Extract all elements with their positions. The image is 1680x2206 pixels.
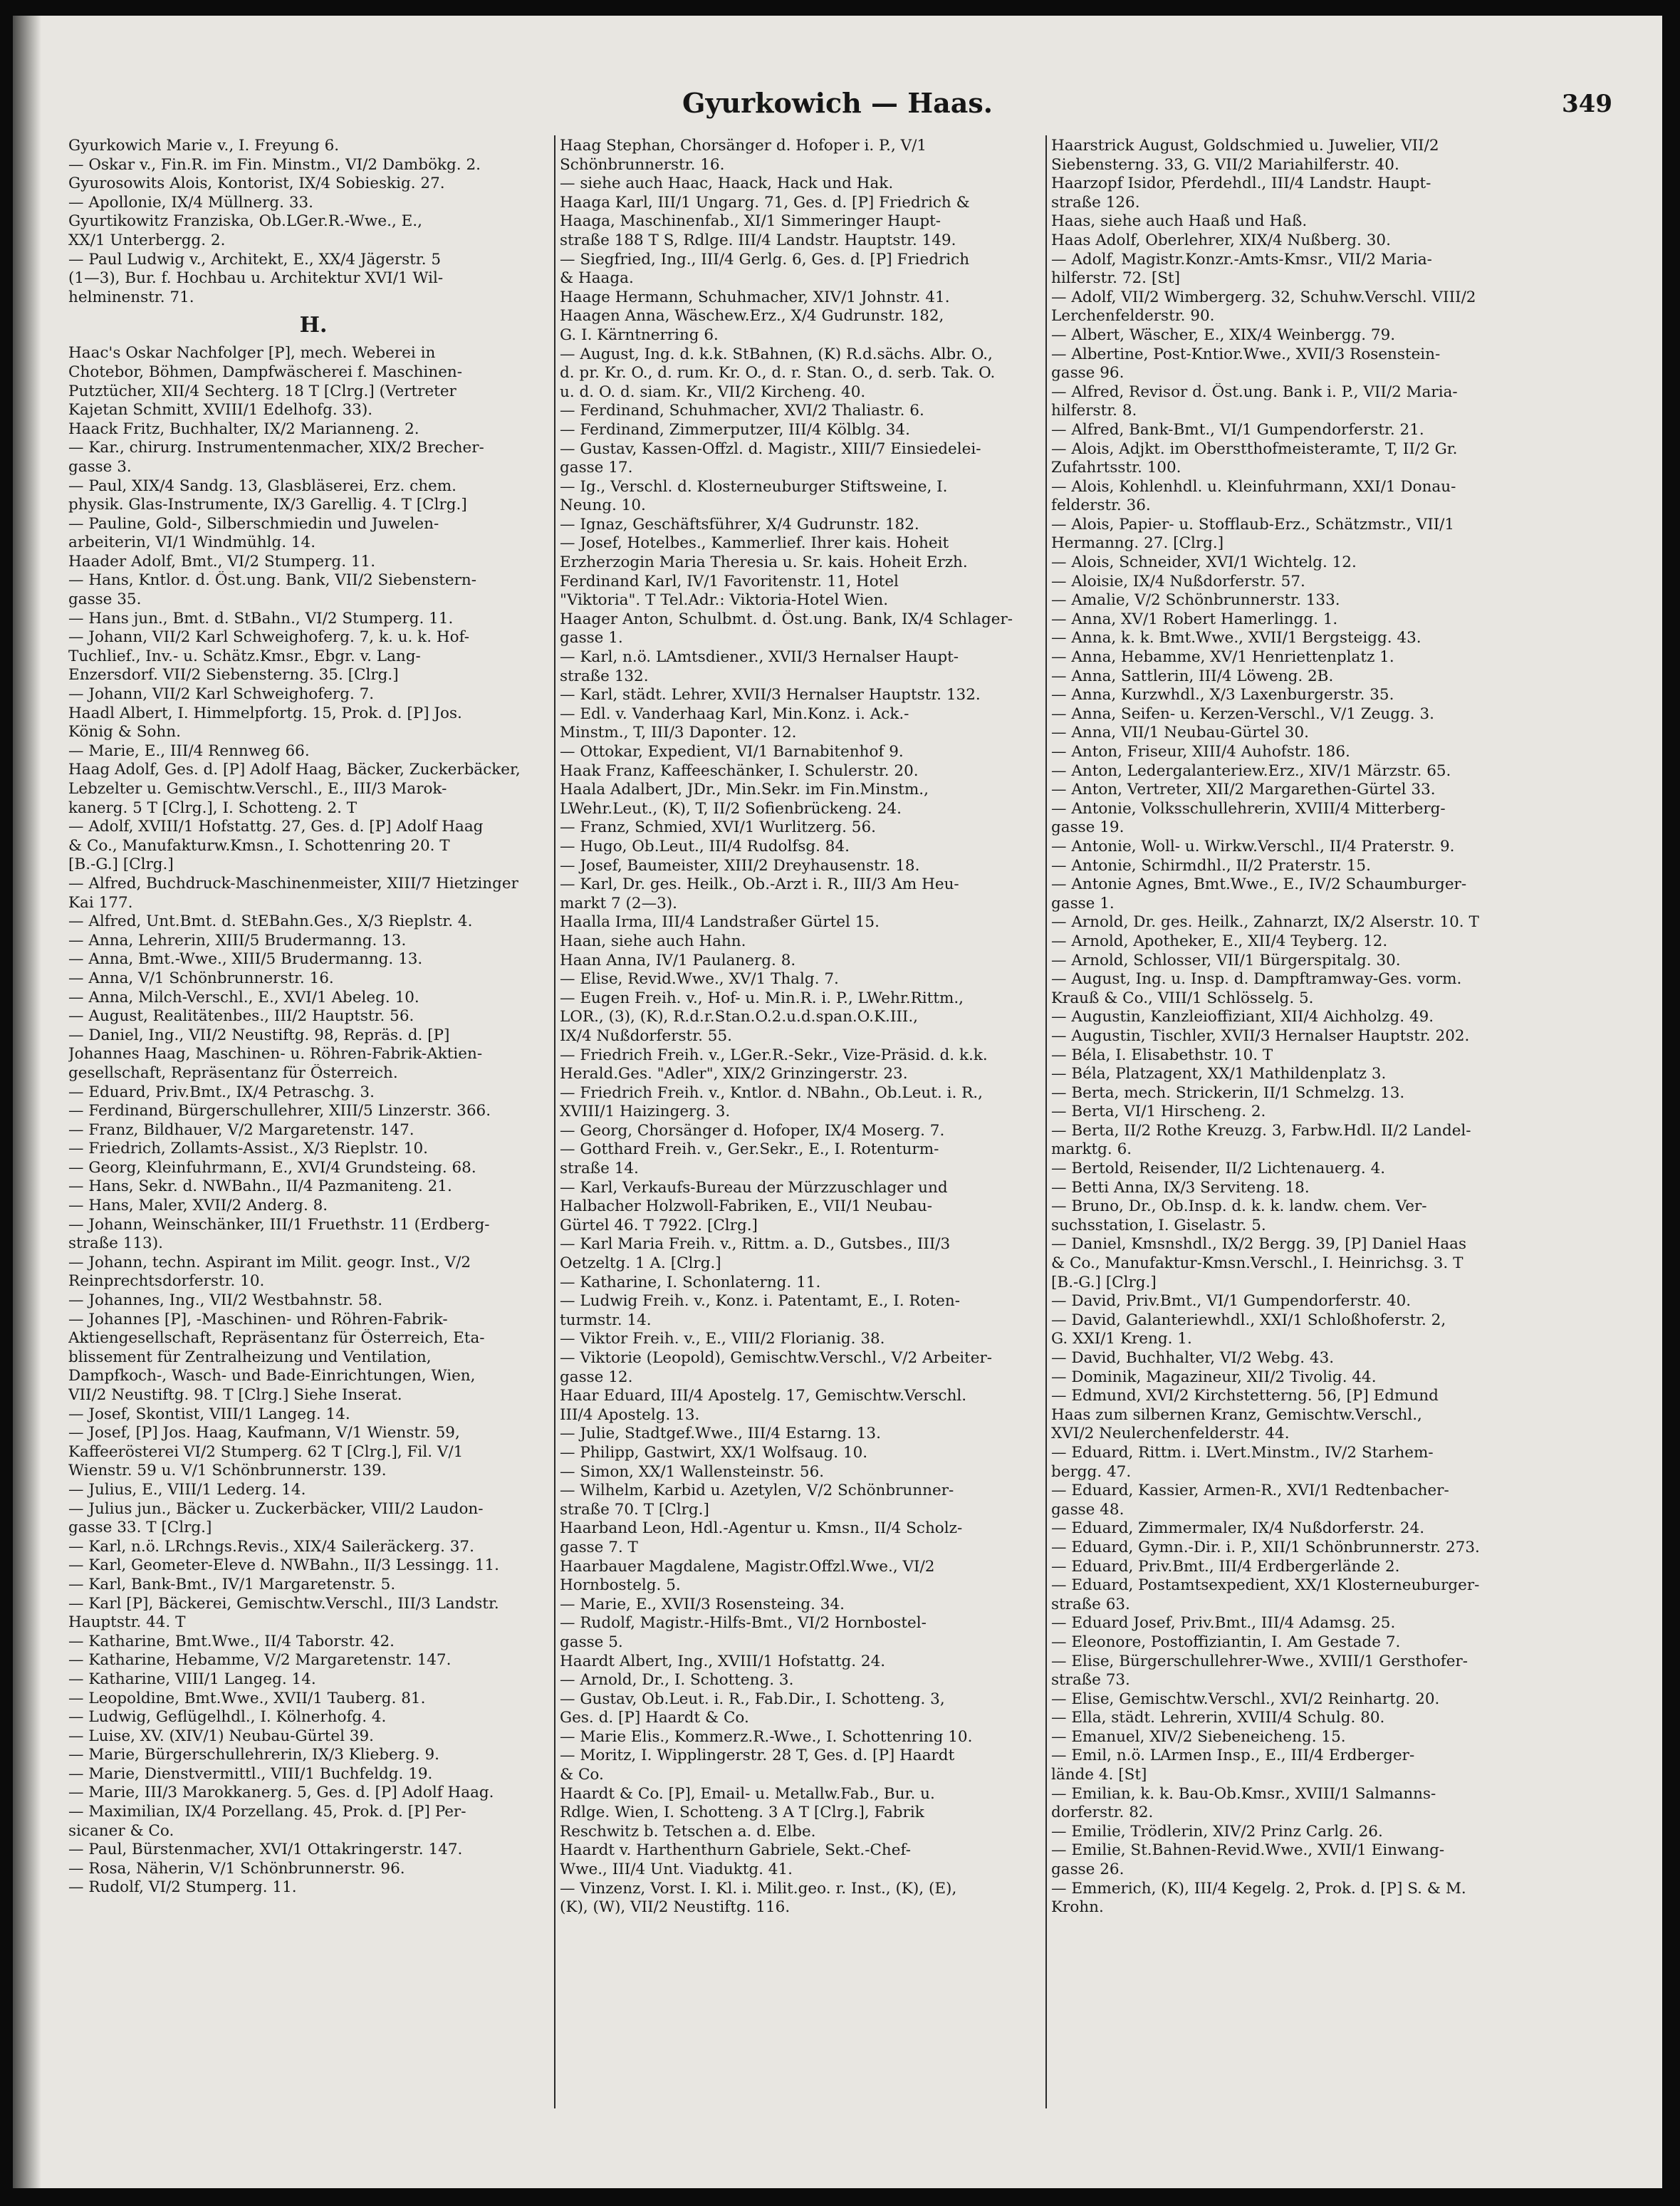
directory-column-2: [560, 137, 1050, 1918]
directory-entry-line: Haalla Irma, III/4 Landstraßer Gürtel 15.: [560, 913, 880, 932]
directory-entry-line: — Edl. v. Vanderhaag Karl, Min.Konz. i. Ack.-: [560, 704, 909, 723]
directory-entry-line: — Emil, n.ö. LArmen Insp., E., III/4 Erdberger-: [1051, 1747, 1415, 1765]
directory-entry-line: markt 7 (2—3).: [560, 894, 677, 912]
directory-entry-line: gasse 26.: [1051, 1861, 1125, 1879]
directory-entry-line: dorferstr. 82.: [1051, 1804, 1154, 1822]
directory-entry-line: — Augustin, Kanzleioffiziant, XII/4 Aichholzg. 49.: [1051, 1008, 1434, 1026]
directory-entry-line: — Arnold, Dr. ges. Heilk., Zahnarzt, IX/2 Alserstr. 10. T: [1051, 913, 1479, 932]
directory-entry-line: — Anton, Vertreter, XII/2 Margarethen-Gürtel 33.: [1051, 781, 1436, 799]
directory-entry-line: — Albert, Wäscher, E., XIX/4 Weinbergg. 79.: [1051, 326, 1396, 344]
directory-entry-line: — Arnold, Schlosser, VII/1 Bürgerspitalg. 30.: [1051, 951, 1401, 969]
directory-entry-line: — Albertine, Post-Kntior.Wwe., XVII/3 Rosenstein-: [1051, 345, 1441, 363]
directory-entry-line: — Alfred, Buchdruck-Maschinenmeister, XIII/7 Hietzinger: [68, 874, 518, 893]
directory-entry-line: — Adolf, VII/2 Wimbergerg. 32, Schuhw.Verschl. VIII/2: [1051, 288, 1476, 306]
directory-entry-line: — Georg, Chorsänger d. Hofoper, IX/4 Moserg. 7.: [560, 1121, 945, 1140]
directory-entry-line: (1—3), Bur. f. Hochbau u. Architektur XVI/1 Wil-: [68, 269, 444, 288]
directory-entry-line: — Apollonie, IX/4 Müllnerg. 33.: [68, 193, 314, 212]
directory-entry-line: — Georg, Kleinfuhrmann, E., XVI/4 Grundsteing. 68.: [68, 1158, 476, 1177]
directory-entry-line: hilferstr. 8.: [1051, 402, 1137, 420]
directory-entry-line: XX/1 Unterbergg. 2.: [68, 231, 226, 249]
directory-entry-line: — Johannes [P], -Maschinen- und Röhren-Fabrik-: [68, 1310, 448, 1328]
directory-entry-line: — Katharine, VIII/1 Langeg. 14.: [68, 1670, 316, 1688]
directory-entry-line: — Vinzenz, Vorst. I. Kl. i. Milit.geo. r. Inst., (K), (E),: [560, 1879, 957, 1898]
directory-entry-line: — Josef, Skontist, VIII/1 Langeg. 14.: [68, 1405, 350, 1423]
directory-entry-line: straße 132.: [560, 667, 649, 685]
directory-entry-line: — Elise, Bürgerschullehrer-Wwe., XVIII/1 Gersthofer-: [1051, 1652, 1468, 1670]
directory-entry-line: Haarstrick August, Goldschmied u. Juwelier, VII/2: [1051, 137, 1439, 155]
directory-entry-line: Putztücher, XII/4 Sechterg. 18 T [Clrg.] (Vertreter: [68, 382, 456, 400]
directory-entry-line: Wwe., III/4 Unt. Viaduktg. 41.: [560, 1861, 793, 1879]
directory-entry-line: Haag Stephan, Chorsänger d. Hofoper i. P., V/1: [560, 137, 927, 155]
directory-entry-line: — Karl, n.ö. LAmtsdiener., XVII/3 Hernalser Haupt-: [560, 648, 959, 667]
directory-entry-line: Haardt & Co. [P], Email- u. Metallw.Fab., Bur. u.: [560, 1784, 935, 1803]
directory-entry-line: gasse 33. T [Clrg.]: [68, 1519, 212, 1537]
directory-entry-line: — Betti Anna, IX/3 Serviteng. 18.: [1051, 1178, 1310, 1197]
directory-entry-line: Chotebor, Böhmen, Dampfwäscherei f. Maschinen-: [68, 363, 463, 381]
directory-entry-line: VII/2 Neustiftg. 98. T [Clrg.] Siehe Inserat.: [68, 1386, 402, 1404]
directory-entry-line: — David, Priv.Bmt., VI/1 Gumpendorferstr. 40.: [1051, 1292, 1412, 1311]
directory-entry-line: LOR., (3), (K), R.d.r.Stan.O.2.u.d.span.O.K.III.,: [560, 1008, 918, 1026]
directory-entry-line: gasse 12.: [560, 1368, 633, 1386]
directory-entry-line: Krohn.: [1051, 1898, 1104, 1917]
directory-entry-line: gasse 19.: [1051, 818, 1125, 837]
directory-entry-line: — Daniel, Ing., VII/2 Neustiftg. 98, Repräs. d. [P]: [68, 1026, 450, 1044]
directory-entry-line: straße 126.: [1051, 193, 1140, 212]
directory-page: [13, 16, 1662, 2188]
directory-entry-line: — Karl, städt. Lehrer, XVII/3 Hernalser Hauptstr. 132.: [560, 686, 981, 704]
directory-entry-line: Herald.Ges. "Adler", XIX/2 Grinzingerstr. 23.: [560, 1065, 908, 1083]
directory-entry-line: — Eduard Josef, Priv.Bmt., III/4 Adamsg. 25.: [1051, 1614, 1396, 1633]
directory-entry-line: — Hans, Maler, XVII/2 Anderg. 8.: [68, 1197, 328, 1215]
directory-entry-line: — Anna, Bmt.-Wwe., XIII/5 Brudermanng. 13.: [68, 950, 423, 969]
directory-entry-line: — siehe auch Haac, Haack, Hack und Hak.: [560, 175, 894, 193]
directory-column-1: [68, 137, 558, 1898]
directory-entry-line: Gürtel 46. T 7922. [Clrg.]: [560, 1216, 758, 1234]
directory-entry-line: lände 4. [St]: [1051, 1766, 1147, 1784]
directory-entry-line: — Friedrich Freih. v., LGer.R.-Sekr., Vize-Präsid. d. k.k.: [560, 1046, 988, 1064]
directory-entry-line: marktg. 6.: [1051, 1140, 1132, 1159]
directory-entry-line: Siebensterng. 33, G. VII/2 Mariahilferstr. 40.: [1051, 155, 1399, 174]
directory-entry-line: — Friedrich, Zollamts-Assist., X/3 Rieplstr. 10.: [68, 1140, 428, 1158]
directory-entry-line: — Edmund, XVI/2 Kirchstetterng. 56, [P] Edmund: [1051, 1387, 1439, 1405]
directory-entry-line: (K), (W), VII/2 Neustiftg. 116.: [560, 1898, 791, 1917]
directory-entry-line: Haack Fritz, Buchhalter, IX/2 Marianneng. 2.: [68, 420, 419, 438]
directory-entry-line: Haan, siehe auch Hahn.: [560, 932, 746, 950]
directory-entry-line: — Eduard, Priv.Bmt., IX/4 Petraschg. 3.: [68, 1083, 375, 1101]
directory-entry-line: — Berta, mech. Strickerin, II/1 Schmelzg. 13.: [1051, 1083, 1405, 1102]
directory-entry-line: — Karl [P], Bäckerei, Gemischtw.Verschl., III/3 Landstr.: [68, 1594, 499, 1613]
directory-entry-line: Lebzelter u. Gemischtw.Verschl., E., III/3 Marok-: [68, 780, 447, 798]
directory-entry-line: Haan Anna, IV/1 Paulanerg. 8.: [560, 951, 796, 969]
directory-entry-line: Hermanng. 27. [Clrg.]: [1051, 534, 1224, 553]
directory-entry-line: — Rudolf, Magistr.-Hilfs-Bmt., VI/2 Hornbostel-: [560, 1614, 927, 1633]
directory-entry-line: Haagen Anna, Wäschew.Erz., X/4 Gudrunstr. 182,: [560, 307, 944, 326]
directory-entry-line: — Katharine, Hebamme, V/2 Margaretenstr. 147.: [68, 1651, 452, 1670]
directory-entry-line: — Alois, Adjkt. im Oberstthofmeisteramte, T, II/2 Gr.: [1051, 439, 1458, 458]
directory-entry-line: G. XXI/1 Kreng. 1.: [1051, 1330, 1192, 1348]
directory-entry-line: — Julie, Stadtgef.Wwe., III/4 Estarng. 13.: [560, 1425, 881, 1443]
directory-entry-line: — Karl, Bank-Bmt., IV/1 Margaretenstr. 5.: [68, 1575, 396, 1593]
directory-entry-line: [B.-G.] [Clrg.]: [1051, 1273, 1157, 1291]
directory-entry-line: Wienstr. 59 u. V/1 Schönbrunnerstr. 139.: [68, 1462, 387, 1480]
directory-entry-line: — Adolf, XVIII/1 Hofstattg. 27, Ges. d. [P] Adolf Haag: [68, 818, 484, 836]
directory-entry-line: — David, Buchhalter, VI/2 Webg. 43.: [1051, 1349, 1335, 1367]
directory-entry-line: — Elise, Gemischtw.Verschl., XVI/2 Reinhartg. 20.: [1051, 1690, 1440, 1708]
directory-entry-line: — Emmerich, (K), III/4 Kegelg. 2, Prok. d. [P] S. & M.: [1051, 1879, 1466, 1898]
directory-entry-line: Haarband Leon, Hdl.-Agentur u. Kmsn., II/4 Scholz-: [560, 1519, 963, 1538]
directory-entry-line: — Julius, E., VIII/1 Lederg. 14.: [68, 1480, 306, 1499]
directory-entry-line: — Emilie, Trödlerin, XIV/2 Prinz Carlg. 26.: [1051, 1822, 1383, 1841]
directory-entry-line: — Franz, Bildhauer, V/2 Margaretenstr. 147.: [68, 1120, 414, 1139]
directory-entry-line: — Hans jun., Bmt. d. StBahn., VI/2 Stumperg. 11.: [68, 609, 454, 628]
directory-entry-line: III/4 Apostelg. 13.: [560, 1405, 700, 1424]
directory-entry-line: Kai 177.: [68, 893, 133, 912]
directory-entry-line: Oetzeltg. 1 A. [Clrg.]: [560, 1254, 721, 1273]
directory-entry-line: — Hans, Sekr. d. NWBahn., II/4 Pazmaniteng. 21.: [68, 1177, 452, 1196]
directory-entry-line: — Eduard, Gymn.-Dir. i. P., XII/1 Schönbrunnerstr. 273.: [1051, 1538, 1480, 1556]
directory-entry-line: — Paul, Bürstenmacher, XVI/1 Ottakringerstr. 147.: [68, 1841, 463, 1859]
directory-entry-line: — Berta, VI/1 Hirscheng. 2.: [1051, 1103, 1266, 1121]
directory-entry-line: Minstm., T, III/3 Dapontег. 12.: [560, 724, 797, 742]
directory-entry-line: u. d. O. d. siam. Kr., VII/2 Kircheng. 40.: [560, 383, 866, 401]
directory-entry-line: — Johann, techn. Aspirant im Milit. geogr. Inst., V/2: [68, 1253, 471, 1271]
directory-entry-line: — Johann, VII/2 Karl Schweighoferg. 7, k. u. k. Hof-: [68, 628, 470, 647]
directory-entry-line: — Kar., chirurg. Instrumentenmacher, XIX/2 Brecher-: [68, 439, 484, 457]
directory-entry-line: — Josef, [P] Jos. Haag, Kaufmann, V/1 Wienstr. 59,: [68, 1424, 460, 1442]
directory-entry-line: — August, Realitätenbes., III/2 Hauptstr. 56.: [68, 1007, 414, 1026]
directory-entry-line: — Berta, II/2 Rothe Kreuzg. 3, Farbw.Hdl. II/2 Landel-: [1051, 1121, 1471, 1140]
directory-entry-line: — Franz, Schmied, XVI/1 Wurlitzerg. 56.: [560, 818, 877, 837]
directory-entry-line: — Bruno, Dr., Ob.Insp. d. k. k. landw. chem. Ver-: [1051, 1197, 1427, 1216]
directory-entry-line: Haardt v. Harthenthurn Gabriele, Sekt.-Chef-: [560, 1841, 911, 1860]
directory-entry-line: gasse 1.: [560, 629, 623, 647]
directory-entry-line: gasse 3.: [68, 457, 132, 476]
directory-entry-line: Rdlge. Wien, I. Schotteng. 3 A T [Clrg.], Fabrik: [560, 1804, 924, 1822]
directory-entry-line: gasse 35.: [68, 590, 142, 609]
directory-entry-line: straße 73.: [1051, 1671, 1130, 1690]
directory-entry-line: IX/4 Nußdorferstr. 55.: [560, 1026, 732, 1045]
directory-entry-line: sicaner & Co.: [68, 1821, 174, 1840]
directory-entry-line: Zufahrtsstr. 100.: [1051, 459, 1181, 477]
directory-entry-line: — Johannes, Ing., VII/2 Westbahnstr. 58.: [68, 1291, 383, 1310]
directory-entry-line: — Béla, I. Elisabethstr. 10. T: [1051, 1046, 1273, 1064]
directory-entry-line: — Eugen Freih. v., Hof- u. Min.R. i. P., LWehr.Rittm.,: [560, 989, 964, 1007]
directory-entry-line: — Ludwig Freih. v., Konz. i. Patentamt, E., I. Roten-: [560, 1292, 960, 1311]
directory-entry-line: — Anna, VII/1 Neubau-Gürtel 30.: [1051, 724, 1309, 742]
directory-entry-line: — Marie, Bürgerschullehrerin, IX/3 Klieberg. 9.: [68, 1746, 439, 1764]
directory-entry-line: gasse 17.: [560, 459, 633, 477]
directory-entry-line: Kajetan Schmitt, XVIII/1 Edelhofg. 33).: [68, 401, 373, 420]
directory-entry-line: — Anna, Lehrerin, XIII/5 Brudermanng. 13.: [68, 931, 407, 949]
directory-entry-line: — Alois, Papier- u. Stofflaub-Erz., Schätzmstr., VII/1: [1051, 515, 1455, 534]
directory-entry-line: — Eduard, Postamtsexpedient, XX/1 Klosterneuburger-: [1051, 1576, 1480, 1595]
page-number: 349: [1562, 90, 1612, 118]
directory-entry-line: — Arnold, Dr., I. Schotteng. 3.: [560, 1671, 794, 1690]
directory-entry-line: Hauptstr. 44. T: [68, 1613, 186, 1632]
directory-entry-line: — Simon, XX/1 Wallensteinstr. 56.: [560, 1462, 825, 1481]
directory-entry-line: — Alois, Kohlenhdl. u. Kleinfuhrmann, XXI/1 Donau-: [1051, 477, 1456, 496]
running-head: Gyurkowich — Haas.: [682, 87, 993, 119]
directory-entry-line: "Viktoria". T Tel.Adr.: Viktoria-Hotel Wien.: [560, 591, 889, 610]
directory-entry-line: — Béla, Platzagent, XX/1 Mathildenplatz 3.: [1051, 1065, 1387, 1083]
directory-entry-line: — Aloisie, IX/4 Nußdorferstr. 57.: [1051, 572, 1305, 590]
directory-entry-line: — Rudolf, VI/2 Stumperg. 11.: [68, 1878, 297, 1897]
directory-entry-line: Haas, siehe auch Haaß und Haß.: [1051, 212, 1308, 231]
directory-entry-line: — Ignaz, Geschäftsführer, X/4 Gudrunstr. 182.: [560, 515, 919, 534]
directory-entry-line: — Marie Elis., Kommerz.R.-Wwe., I. Schottenring 10.: [560, 1727, 973, 1746]
directory-entry-line: — Eleonore, Postoffiziantin, I. Am Gestade 7.: [1051, 1633, 1401, 1651]
section-heading: H.: [299, 313, 328, 338]
directory-entry-line: Haala Adalbert, JDr., Min.Sekr. im Fin.Minstm.,: [560, 781, 929, 799]
directory-entry-line: Haag Adolf, Ges. d. [P] Adolf Haag, Bäcker, Zuckerbäcker,: [68, 761, 521, 779]
directory-entry-line: — Anna, V/1 Schönbrunnerstr. 16.: [68, 969, 334, 987]
directory-entry-line: — Moritz, I. Wipplingerstr. 28 T, Ges. d. [P] Haardt: [560, 1747, 955, 1765]
directory-entry-line: — Siegfried, Ing., III/4 Gerlg. 6, Ges. d. [P] Friedrich: [560, 250, 970, 269]
directory-entry-line: gasse 7. T: [560, 1538, 638, 1556]
directory-entry-line: LWehr.Leut., (K), T, II/2 Sofienbrückeng. 24.: [560, 799, 902, 818]
directory-entry-line: — Alfred, Revisor d. Öst.ung. Bank i. P., VII/2 Maria-: [1051, 383, 1458, 401]
directory-entry-line: Haardt Albert, Ing., XVIII/1 Hofstattg. 24.: [560, 1652, 886, 1670]
directory-entry-line: Lerchenfelderstr. 90.: [1051, 307, 1215, 326]
directory-entry-line: — Alois, Schneider, XVI/1 Wichtelg. 12.: [1051, 553, 1357, 572]
directory-entry-line: — Marie, Dienstvermittl., VIII/1 Buchfeldg. 19.: [68, 1764, 433, 1783]
directory-entry-line: Gyurkowich Marie v., I. Freyung 6.: [68, 137, 340, 155]
directory-entry-line: & Co., Manufaktur-Kmsn.Verschl., I. Heinrichsg. 3. T: [1051, 1254, 1464, 1273]
directory-entry-line: — August, Ing. d. k.k. StBahnen, (K) R.d.sächs. Albr. O.,: [560, 345, 993, 363]
directory-entry-line: Haaga Karl, III/1 Ungarg. 71, Ges. d. [P] Friedrich &: [560, 193, 970, 212]
directory-entry-line: Haarbauer Magdalene, Magistr.Offzl.Wwe., VI/2: [560, 1557, 935, 1576]
directory-entry-line: Hornbostelg. 5.: [560, 1576, 681, 1595]
directory-entry-line: & Co., Manufakturw.Kmsn., I. Schottenring 20. T: [68, 836, 450, 855]
directory-entry-line: gesellschaft, Repräsentanz für Österreich.: [68, 1063, 398, 1082]
directory-entry-line: — Elise, Revid.Wwe., XV/1 Thalg. 7.: [560, 970, 839, 989]
directory-entry-line: — Luise, XV. (XIV/1) Neubau-Gürtel 39.: [68, 1727, 375, 1745]
directory-entry-line: & Co.: [560, 1766, 604, 1784]
directory-entry-line: Haage Hermann, Schuhmacher, XIV/1 Johnstr. 41.: [560, 288, 950, 306]
directory-entry-line: — Anna, XV/1 Robert Hamerlingg. 1.: [1051, 610, 1338, 628]
directory-entry-line: — Johann, VII/2 Karl Schweighoferg. 7.: [68, 685, 375, 704]
directory-entry-line: — Karl, Geometer-Eleve d. NWBahn., II/3 Lessingg. 11.: [68, 1556, 499, 1575]
directory-entry-line: — Emilian, k. k. Bau-Ob.Kmsr., XVIII/1 Salmanns-: [1051, 1784, 1436, 1803]
directory-entry-line: — Eduard, Zimmermaler, IX/4 Nußdorferstr. 24.: [1051, 1519, 1425, 1538]
directory-entry-line: Erzherzogin Maria Theresia u. Sr. kais. Hoheit Erzh.: [560, 553, 968, 572]
directory-entry-line: hilferstr. 72. [St]: [1051, 269, 1180, 288]
directory-entry-line: — Karl, Dr. ges. Heilk., Ob.-Arzt i. R., III/3 Am Heu-: [560, 875, 959, 894]
directory-entry-line: — Karl Maria Freih. v., Rittm. a. D., Gutsbes., III/3: [560, 1235, 951, 1254]
directory-entry-line: — Augustin, Tischler, XVII/3 Hernalser Hauptstr. 202.: [1051, 1026, 1470, 1045]
directory-entry-line: — Anna, Seifen- u. Kerzen-Verschl., V/1 Zeugg. 3.: [1051, 704, 1434, 723]
directory-entry-line: — Katharine, Bmt.Wwe., II/4 Taborstr. 42.: [68, 1632, 395, 1650]
directory-entry-line: — Dominik, Magazineur, XII/2 Tivolig. 44.: [1051, 1368, 1377, 1386]
directory-entry-line: — Paul, XIX/4 Sandg. 13, Glasbläserei, Erz. chem.: [68, 477, 456, 495]
directory-entry-line: — Ferdinand, Schuhmacher, XVI/2 Thaliastr. 6.: [560, 402, 924, 420]
directory-entry-line: — Daniel, Kmsnshdl., IX/2 Bergg. 39, [P] Daniel Haas: [1051, 1235, 1467, 1254]
directory-entry-line: — Anna, Milch-Verschl., E., XVI/1 Abeleg. 10.: [68, 988, 419, 1006]
directory-entry-line: straße 70. T [Clrg.]: [560, 1500, 709, 1519]
directory-entry-line: bergg. 47.: [1051, 1462, 1132, 1481]
directory-entry-line: — Eduard, Priv.Bmt., III/4 Erdbergerlände 2.: [1051, 1557, 1400, 1576]
directory-entry-line: Gyurtikowitz Franziska, Ob.LGer.R.-Wwe., E.,: [68, 212, 422, 231]
directory-entry-line: — Emilie, St.Bahnen-Revid.Wwe., XVII/1 Einwang-: [1051, 1841, 1445, 1860]
directory-entry-line: — Anton, Friseur, XIII/4 Auhofstr. 186.: [1051, 743, 1350, 761]
directory-entry-line: — Eduard, Kassier, Armen-R., XVI/1 Redtenbacher-: [1051, 1482, 1449, 1500]
directory-entry-line: Krauß & Co., VIII/1 Schlösselg. 5.: [1051, 989, 1314, 1007]
directory-entry-line: Gyurosowits Alois, Kontorist, IX/4 Sobieskig. 27.: [68, 175, 445, 193]
directory-entry-line: Halbacher Holzwoll-Fabriken, E., VII/1 Neubau-: [560, 1197, 933, 1216]
directory-entry-line: — Viktorie (Leopold), Gemischtw.Verschl., V/2 Arbeiter-: [560, 1349, 993, 1367]
directory-entry-line: Johannes Haag, Maschinen- u. Röhren-Fabrik-Aktien-: [68, 1045, 483, 1063]
directory-entry-line: — Gotthard Freih. v., Ger.Sekr., E., I. Rotenturm-: [560, 1140, 939, 1159]
directory-entry-line: XVIII/1 Haizingerg. 3.: [560, 1103, 731, 1121]
directory-entry-line: — Ig., Verschl. d. Klosterneuburger Stiftsweine, I.: [560, 477, 948, 496]
directory-entry-line: — Hans, Kntlor. d. Öst.ung. Bank, VII/2 Siebenstern-: [68, 571, 476, 590]
directory-entry-line: Haac's Oskar Nachfolger [P], mech. Weberei in: [68, 344, 436, 363]
directory-entry-line: — Ludwig, Geflügelhdl., I. Kölnerhofg. 4.: [68, 1708, 387, 1727]
directory-entry-line: — Adolf, Magistr.Konzr.-Amts-Kmsr., VII/2 Maria-: [1051, 250, 1432, 269]
directory-entry-line: straße 113).: [68, 1234, 163, 1253]
directory-entry-line: — Josef, Baumeister, XIII/2 Dreyhausenstr. 18.: [560, 856, 920, 875]
directory-entry-line: — Gustav, Kassen-Offzl. d. Magistr., XIII/7 Einsiedelei-: [560, 439, 981, 458]
directory-entry-line: — Arnold, Apotheker, E., XII/4 Teyberg. 12.: [1051, 932, 1388, 950]
directory-entry-line: suchsstation, I. Giselastr. 5.: [1051, 1216, 1266, 1234]
directory-entry-line: Aktiengesellschaft, Repräsentanz für Österreich, Eta-: [68, 1329, 485, 1348]
directory-entry-line: — Anna, Sattlerin, III/4 Löweng. 2B.: [1051, 667, 1334, 685]
directory-entry-line: Haarzopf Isidor, Pferdehdl., III/4 Landstr. Haupt-: [1051, 175, 1431, 193]
directory-entry-line: — Ferdinand, Zimmerputzer, III/4 Kölblg. 34.: [560, 420, 910, 439]
directory-entry-line: — Karl, Verkaufs-Bureau der Mürzzuschlager und: [560, 1178, 948, 1197]
directory-entry-line: — Bertold, Reisender, II/2 Lichtenauerg. 4.: [1051, 1160, 1386, 1178]
directory-entry-line: — Leopoldine, Bmt.Wwe., XVII/1 Tauberg. 81.: [68, 1689, 426, 1707]
directory-entry-line: Haager Anton, Schulbmt. d. Öst.ung. Bank, IX/4 Schlager-: [560, 610, 1013, 628]
directory-entry-line: König & Sohn.: [68, 723, 181, 742]
directory-entry-line: — Anna, k. k. Bmt.Wwe., XVII/1 Bergsteigg. 43.: [1051, 629, 1421, 647]
directory-entry-line: Enzersdorf. VII/2 Siebensterng. 35. [Clrg.]: [68, 666, 399, 685]
directory-entry-line: — Marie, III/3 Marokkanerg. 5, Ges. d. [P] Adolf Haag.: [68, 1784, 494, 1802]
directory-entry-line: Haader Adolf, Bmt., VI/2 Stumperg. 11.: [68, 552, 376, 571]
directory-entry-line: — Marie, E., III/4 Rennweg 66.: [68, 742, 310, 760]
directory-entry-line: — Maximilian, IX/4 Porzellang. 45, Prok. d. [P] Per-: [68, 1803, 466, 1821]
directory-entry-line: Schönbrunnerstr. 16.: [560, 155, 725, 174]
directory-entry-line: — Wilhelm, Karbid u. Azetylen, V/2 Schönbrunner-: [560, 1482, 954, 1500]
directory-entry-line: blissement für Zentralheizung und Ventilation,: [68, 1348, 432, 1366]
directory-entry-line: — Viktor Freih. v., E., VIII/2 Florianig. 38.: [560, 1330, 885, 1348]
directory-entry-line: — Friedrich Freih. v., Kntlor. d. NBahn., Ob.Leut. i. R.,: [560, 1083, 983, 1102]
directory-entry-line: — Ferdinand, Bürgerschullehrer, XIII/5 Linzerstr. 366.: [68, 1102, 491, 1120]
directory-entry-line: — Pauline, Gold-, Silberschmiedin und Juwelen-: [68, 514, 439, 533]
directory-entry-line: felderstr. 36.: [1051, 496, 1151, 515]
directory-entry-line: — Amalie, V/2 Schönbrunnerstr. 133.: [1051, 591, 1340, 610]
directory-entry-line: Ges. d. [P] Haardt & Co.: [560, 1709, 749, 1727]
directory-entry-line: Haadl Albert, I. Himmelpfortg. 15, Prok. d. [P] Jos.: [68, 704, 462, 722]
directory-entry-line: Kaffeerösterei VI/2 Stumperg. 62 T [Clrg.], Fil. V/1: [68, 1442, 464, 1461]
directory-entry-line: — Hugo, Ob.Leut., III/4 Rudolfsg. 84.: [560, 837, 850, 855]
directory-entry-line: arbeiterin, VI/1 Windmühlg. 14.: [68, 534, 316, 552]
directory-entry-line: [B.-G.] [Clrg.]: [68, 855, 174, 874]
directory-entry-line: d. pr. Kr. O., d. rum. Kr. O., d. r. Stan. O., d. serb. Tak. O.: [560, 364, 996, 383]
directory-entry-line: — Marie, E., XVII/3 Rosensteing. 34.: [560, 1595, 845, 1613]
directory-entry-line: Haak Franz, Kaffeeschänker, I. Schulerstr. 20.: [560, 761, 919, 780]
directory-entry-line: — Anna, Hebamme, XV/1 Henriettenplatz 1.: [1051, 648, 1394, 667]
directory-entry-line: gasse 96.: [1051, 364, 1125, 383]
directory-entry-line: — Julius jun., Bäcker u. Zuckerbäcker, VIII/2 Laudon-: [68, 1499, 484, 1518]
directory-entry-line: — Anna, Kurzwhdl., X/3 Laxenburgerstr. 35.: [1051, 686, 1394, 704]
directory-entry-line: — Alfred, Bank-Bmt., VI/1 Gumpendorferstr. 21.: [1051, 420, 1424, 439]
directory-entry-line: — Anton, Ledergalanteriew.Erz., XIV/1 Märzstr. 65.: [1051, 761, 1451, 780]
directory-entry-line: — Rosa, Näherin, V/1 Schönbrunnerstr. 96.: [68, 1859, 405, 1878]
directory-entry-line: kanerg. 5 T [Clrg.], I. Schotteng. 2. T: [68, 798, 358, 817]
directory-entry-line: Reinprechtsdorferstr. 10.: [68, 1272, 265, 1291]
directory-entry-line: straße 14.: [560, 1160, 639, 1178]
directory-entry-line: G. I. Kärntnerring 6.: [560, 326, 719, 344]
directory-entry-line: helminenstr. 71.: [68, 288, 194, 306]
directory-entry-line: — David, Galanteriewhdl., XXI/1 Schloßhoferstr. 2,: [1051, 1311, 1446, 1329]
directory-entry-line: — Antonie, Woll- u. Wirkw.Verschl., II/4 Praterstr. 9.: [1051, 837, 1455, 855]
directory-entry-line: — Eduard, Rittm. i. LVert.Minstm., IV/2 Starhem-: [1051, 1443, 1434, 1462]
directory-entry-line: — Antonie, Schirmdhl., II/2 Praterstr. 15.: [1051, 856, 1371, 875]
directory-entry-line: turmstr. 14.: [560, 1311, 652, 1329]
directory-entry-line: — Antonie, Volksschullehrerin, XVIII/4 Mitterberg-: [1051, 799, 1446, 818]
directory-entry-line: — Karl, n.ö. LRchngs.Revis., XIX/4 Saileräckerg. 37.: [68, 1537, 474, 1556]
directory-entry-line: — Katharine, I. Schonlaterng. 11.: [560, 1273, 821, 1291]
directory-column-3: [1051, 137, 1541, 1918]
directory-entry-line: Ferdinand Karl, IV/1 Favoritenstr. 11, Hotel: [560, 572, 899, 590]
directory-entry-line: Haaga, Maschinenfab., XI/1 Simmeringer Haupt-: [560, 212, 941, 231]
directory-entry-line: physik. Glas-Instrumente, IX/3 Garellig. 4. T [Clrg.]: [68, 496, 467, 514]
directory-entry-line: — Emanuel, XIV/2 Siebeneicheng. 15.: [1051, 1727, 1346, 1746]
directory-entry-line: Haas Adolf, Oberlehrer, XIX/4 Nußberg. 30.: [1051, 231, 1391, 249]
directory-entry-line: & Haaga.: [560, 269, 634, 288]
directory-entry-line: — Gustav, Ob.Leut. i. R., Fab.Dir., I. Schotteng. 3,: [560, 1690, 945, 1708]
directory-entry-line: — Johann, Weinschänker, III/1 Fruethstr. 11 (Erdberg-: [68, 1215, 490, 1234]
directory-entry-line: — Philipp, Gastwirt, XX/1 Wolfsaug. 10.: [560, 1443, 868, 1462]
directory-entry-line: Reschwitz b. Tetschen a. d. Elbe.: [560, 1822, 816, 1841]
directory-entry-line: Tuchlief., Inv.- u. Schätz.Kmsr., Ebgr. v. Lang-: [68, 647, 421, 665]
directory-entry-line: — Ella, städt. Lehrerin, XVIII/4 Schulg. 80.: [1051, 1709, 1385, 1727]
directory-entry-line: — Alfred, Unt.Bmt. d. StEBahn.Ges., X/3 Rieplstr. 4.: [68, 912, 473, 931]
directory-entry-line: Neung. 10.: [560, 496, 646, 515]
page-edge-shadow: [13, 16, 41, 2188]
directory-entry-line: — Oskar v., Fin.R. im Fin. Minstm., VI/2 Dambökg. 2.: [68, 155, 481, 174]
directory-entry-line: — Josef, Hotelbes., Kammerlief. Ihrer kais. Hoheit: [560, 534, 949, 553]
directory-entry-line: — Paul Ludwig v., Architekt, E., XX/4 Jägerstr. 5: [68, 250, 442, 269]
directory-entry-line: Haar Eduard, III/4 Apostelg. 17, Gemischtw.Verschl.: [560, 1387, 967, 1405]
directory-entry-line: — Ottokar, Expedient, VI/1 Barnabitenhof 9.: [560, 743, 904, 761]
directory-entry-line: gasse 48.: [1051, 1500, 1125, 1519]
directory-entry-line: Haas zum silbernen Kranz, Gemischtw.Verschl.,: [1051, 1405, 1422, 1424]
directory-entry-line: — Antonie Agnes, Bmt.Wwe., E., IV/2 Schaumburger-: [1051, 875, 1467, 894]
directory-entry-line: — August, Ing. u. Insp. d. Dampftramway-Ges. vorm.: [1051, 970, 1462, 989]
directory-entry-line: gasse 5.: [560, 1633, 623, 1651]
directory-entry-line: gasse 1.: [1051, 894, 1115, 912]
directory-entry-line: straße 188 T S, Rdlge. III/4 Landstr. Hauptstr. 149.: [560, 231, 956, 249]
directory-entry-line: straße 63.: [1051, 1595, 1130, 1613]
directory-entry-line: XVI/2 Neulerchenfelderstr. 44.: [1051, 1425, 1290, 1443]
directory-entry-line: Dampfkoch-, Wasch- und Bade-Einrichtungen, Wien,: [68, 1367, 476, 1385]
